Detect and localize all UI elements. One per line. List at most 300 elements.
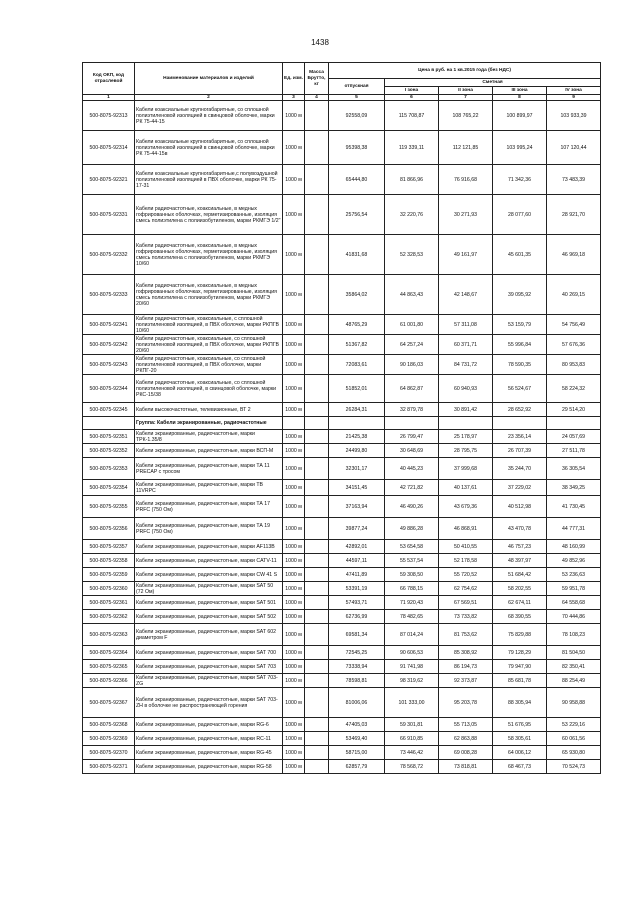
cell-name: Кабели экранированные, радиочастотные, марки CW 41 S	[135, 568, 283, 582]
cell-price-wholesale: 78598,81	[329, 674, 385, 688]
cell-price-zone-3: 64 006,12	[493, 746, 547, 760]
cell-price-zone-1: 53 654,58	[385, 540, 439, 554]
cell-name: Кабели радиочастотные, коаксиальные, со сплошной полиэтиленовой изоляцией, в ПВХ оболочке, марки РКПГВ 20/60	[135, 335, 283, 355]
cell-price-zone-3: 58 305,61	[493, 732, 547, 746]
cell-price-zone-4: 41 730,45	[547, 496, 601, 518]
cell-mass	[305, 760, 329, 774]
table-row	[83, 540, 601, 554]
cell-price-zone-2: 73 733,82	[439, 610, 493, 624]
cell-price-zone-3: 55 996,84	[493, 335, 547, 355]
cell-price-zone-3: 58 202,55	[493, 582, 547, 596]
cell-price-zone-4: 90 958,88	[547, 688, 601, 718]
cell-name: Кабели радиочастотные, коаксиальные, в медных гофрированных оболочках, герметизированные, изоляция смесь полиэтилена с полиизобутиленом, марки РКМГЭ 10/60	[135, 235, 283, 275]
cell-price-zone-1: 46 490,26	[385, 496, 439, 518]
cell-price-zone-2: 81 753,62	[439, 624, 493, 646]
cell-code: 500-8075-92314	[83, 131, 135, 165]
cell-price-zone-4: 70 524,73	[547, 760, 601, 774]
cell-code: 500-8075-92366	[83, 674, 135, 688]
col-number: 6	[385, 95, 439, 101]
cell-price-wholesale: 73338,94	[329, 660, 385, 674]
cell-name: Кабели экранированные, радиочастотные, марки SAT 502	[135, 610, 283, 624]
table-row	[83, 568, 601, 582]
cell-price-zone-2: 57 311,08	[439, 315, 493, 335]
table-row	[83, 582, 601, 596]
cell-mass	[305, 315, 329, 335]
cell-code: 500-8075-92343	[83, 355, 135, 375]
cell-price-zone-3: 88 305,94	[493, 688, 547, 718]
cell-price-zone-4: 27 511,78	[547, 444, 601, 458]
cell-price-zone-1: 59 308,50	[385, 568, 439, 582]
cell-price-zone-4: 65 930,80	[547, 746, 601, 760]
col-number: 5	[329, 95, 385, 101]
cell-price-wholesale: 51367,82	[329, 335, 385, 355]
cell-code: 500-8075-92368	[83, 718, 135, 732]
table-row	[83, 275, 601, 315]
header-unit: Ед. изм.	[283, 63, 305, 95]
cell-price-wholesale: 62857,79	[329, 760, 385, 774]
cell-price-zone-1: 40 445,23	[385, 458, 439, 480]
table-row	[83, 235, 601, 275]
table-row	[83, 403, 601, 417]
cell-price-wholesale: 32301,17	[329, 458, 385, 480]
cell-price-zone-3: 79 128,29	[493, 646, 547, 660]
cell-price-wholesale: 41831,68	[329, 235, 385, 275]
cell-price-zone-1: 87 014,24	[385, 624, 439, 646]
cell-price-zone-2: 55 720,52	[439, 568, 493, 582]
cell-unit: 1000 м	[283, 496, 305, 518]
cell-code: 500-8075-92359	[83, 568, 135, 582]
table-row	[83, 496, 601, 518]
cell-mass	[305, 746, 329, 760]
cell-price-wholesale: 72083,61	[329, 355, 385, 375]
cell-unit: 1000 м	[283, 444, 305, 458]
cell-mass	[305, 496, 329, 518]
cell-price-wholesale: 21425,38	[329, 430, 385, 444]
cell-mass	[305, 165, 329, 195]
header-zone-2: II зона	[439, 87, 493, 95]
table-row	[83, 101, 601, 131]
cell-price-zone-2: 73 818,81	[439, 760, 493, 774]
cell-name: Кабели экранированные, радиочастотные, марки RG-58	[135, 760, 283, 774]
cell-name: Кабели экранированные, радиочастотные, марки SAT 703	[135, 660, 283, 674]
cell-price-wholesale: 92558,09	[329, 101, 385, 131]
section-row	[83, 417, 601, 430]
cell-price-zone-4: 88 254,49	[547, 674, 601, 688]
cell-name: Кабели экранированные, радиочастотные, марки SAT 703-ZH в оболочке не распространяющей горения	[135, 688, 283, 718]
cell-price-zone-1: 115 708,87	[385, 101, 439, 131]
cell-price-zone-2: 43 679,36	[439, 496, 493, 518]
cell-price-zone-3: 51 684,42	[493, 568, 547, 582]
cell-price-wholesale: 53469,40	[329, 732, 385, 746]
cell-name: Кабели радиочастотные, коаксиальные, в медных гофрированных оболочках, герметизированные, изоляция смесь полиэтилена с полиизобутиленом, марки РКМГЭ 1/2"	[135, 195, 283, 235]
cell-price-zone-1: 101 333,00	[385, 688, 439, 718]
cell-unit: 1000 м	[283, 131, 305, 165]
cell-code: 500-8075-92352	[83, 444, 135, 458]
cell-price-zone-1: 66 910,85	[385, 732, 439, 746]
cell-unit: 1000 м	[283, 554, 305, 568]
cell-price-zone-1: 91 741,98	[385, 660, 439, 674]
cell-code: 500-8075-92371	[83, 760, 135, 774]
cell-price-wholesale: 81006,06	[329, 688, 385, 718]
cell-code: 500-8075-92355	[83, 496, 135, 518]
cell-mass	[305, 582, 329, 596]
cell-code: 500-8075-92345	[83, 403, 135, 417]
cell-name: Кабели экранированные, радиочастотные, марки RG-45	[135, 746, 283, 760]
header-name: Наименование материалов и изделий	[135, 63, 283, 95]
cell-price-wholesale: 34151,45	[329, 480, 385, 496]
table-row	[83, 518, 601, 540]
cell-price-zone-2: 25 178,97	[439, 430, 493, 444]
cell-mass	[305, 430, 329, 444]
cell-unit: 1000 м	[283, 540, 305, 554]
empty-cell	[283, 417, 305, 430]
cell-unit: 1000 м	[283, 582, 305, 596]
cell-code: 500-8075-92363	[83, 624, 135, 646]
cell-unit: 1000 м	[283, 165, 305, 195]
cell-price-zone-4: 53 229,16	[547, 718, 601, 732]
cell-price-zone-1: 55 537,54	[385, 554, 439, 568]
cell-price-zone-1: 78 482,65	[385, 610, 439, 624]
cell-price-zone-1: 90 606,53	[385, 646, 439, 660]
cell-unit: 1000 м	[283, 355, 305, 375]
cell-price-zone-3: 75 829,88	[493, 624, 547, 646]
cell-mass	[305, 624, 329, 646]
cell-price-zone-3: 78 590,35	[493, 355, 547, 375]
table-row	[83, 131, 601, 165]
empty-cell	[385, 417, 439, 430]
cell-name: Кабели экранированные, радиочастотные, марки ТА 17 PRFC (750 Ом)	[135, 496, 283, 518]
header-wholesale: отпускная	[329, 79, 385, 95]
cell-unit: 1000 м	[283, 674, 305, 688]
cell-price-zone-3: 46 757,23	[493, 540, 547, 554]
cell-name: Кабели радиочастотные, коаксиальные, со сплошной полиэтиленовой изоляцией, в ПВХ оболочке, марки РКПГ-20	[135, 355, 283, 375]
cell-price-zone-1: 49 886,28	[385, 518, 439, 540]
cell-price-zone-3: 26 707,39	[493, 444, 547, 458]
cell-price-zone-3: 62 674,11	[493, 596, 547, 610]
cell-price-zone-2: 86 194,73	[439, 660, 493, 674]
cell-price-zone-3: 48 397,97	[493, 554, 547, 568]
cell-mass	[305, 403, 329, 417]
cell-price-wholesale: 51852,01	[329, 375, 385, 403]
cell-price-zone-1: 42 721,82	[385, 480, 439, 496]
cell-code: 500-8075-92364	[83, 646, 135, 660]
cell-code: 500-8075-92369	[83, 732, 135, 746]
cell-code: 500-8075-92356	[83, 518, 135, 540]
cell-price-zone-1: 119 339,11	[385, 131, 439, 165]
cell-price-zone-2: 30 891,42	[439, 403, 493, 417]
cell-mass	[305, 610, 329, 624]
cell-name: Кабели радиочастотные, коаксиальные, с сплошной полиэтиленовой изоляцией, в ПВХ оболочке, марки РКПГВ 10/60	[135, 315, 283, 335]
cell-price-zone-1: 44 863,43	[385, 275, 439, 315]
cell-price-zone-4: 60 061,56	[547, 732, 601, 746]
cell-mass	[305, 568, 329, 582]
cell-mass	[305, 101, 329, 131]
price-table	[82, 62, 601, 774]
cell-price-zone-2: 42 148,67	[439, 275, 493, 315]
cell-name: Кабели экранированные, радиочастотные, марки AF113B	[135, 540, 283, 554]
cell-price-zone-3: 45 601,35	[493, 235, 547, 275]
cell-price-zone-2: 76 916,68	[439, 165, 493, 195]
cell-price-wholesale: 47411,89	[329, 568, 385, 582]
cell-price-zone-2: 60 371,71	[439, 335, 493, 355]
cell-code: 500-8075-92344	[83, 375, 135, 403]
cell-price-zone-2: 95 203,78	[439, 688, 493, 718]
cell-mass	[305, 480, 329, 496]
cell-unit: 1000 м	[283, 195, 305, 235]
cell-price-wholesale: 48765,29	[329, 315, 385, 335]
table-row	[83, 458, 601, 480]
table-row	[83, 660, 601, 674]
cell-unit: 1000 м	[283, 624, 305, 646]
cell-name: Кабели экранированные, радиочастотные, марки CATV-11	[135, 554, 283, 568]
cell-price-wholesale: 24499,80	[329, 444, 385, 458]
cell-price-zone-4: 70 444,86	[547, 610, 601, 624]
header-code: Код ОКП, код отраслевой	[83, 63, 135, 95]
cell-price-zone-4: 40 269,15	[547, 275, 601, 315]
cell-price-wholesale: 35864,02	[329, 275, 385, 315]
cell-price-zone-3: 79 947,90	[493, 660, 547, 674]
cell-code: 500-8075-92360	[83, 582, 135, 596]
cell-price-wholesale: 26284,31	[329, 403, 385, 417]
cell-price-zone-2: 92 373,87	[439, 674, 493, 688]
cell-price-zone-4: 24 057,69	[547, 430, 601, 444]
cell-name: Кабели экранированные, радиочастотные, марки SAT 50 (72 Ом)	[135, 582, 283, 596]
cell-price-zone-3: 28 652,92	[493, 403, 547, 417]
cell-mass	[305, 335, 329, 355]
cell-mass	[305, 660, 329, 674]
cell-price-zone-4: 64 558,68	[547, 596, 601, 610]
cell-unit: 1000 м	[283, 732, 305, 746]
cell-price-zone-2: 112 121,85	[439, 131, 493, 165]
cell-name: Кабели экранированные, радиочастотные, марки ТА 19 PRFC (750 Ом)	[135, 518, 283, 540]
cell-code: 500-8075-92354	[83, 480, 135, 496]
cell-price-zone-3: 40 512,98	[493, 496, 547, 518]
cell-code: 500-8075-92362	[83, 610, 135, 624]
cell-price-wholesale: 44597,11	[329, 554, 385, 568]
cell-price-zone-2: 30 271,93	[439, 195, 493, 235]
header-zone-4: IV зона	[547, 87, 601, 95]
cell-price-zone-1: 90 186,03	[385, 355, 439, 375]
cell-unit: 1000 м	[283, 235, 305, 275]
cell-price-zone-1: 73 446,42	[385, 746, 439, 760]
cell-price-zone-3: 35 244,70	[493, 458, 547, 480]
table-row	[83, 165, 601, 195]
empty-cell	[329, 417, 385, 430]
cell-unit: 1000 м	[283, 275, 305, 315]
cell-price-zone-4: 80 953,83	[547, 355, 601, 375]
cell-name: Кабели экранированные, радиочастотные, марки ТРК-1.35/8	[135, 430, 283, 444]
table-row	[83, 646, 601, 660]
table-row	[83, 596, 601, 610]
cell-price-wholesale: 62736,99	[329, 610, 385, 624]
cell-mass	[305, 275, 329, 315]
cell-price-zone-4: 59 951,78	[547, 582, 601, 596]
cell-name: Кабели экранированные, радиочастотные, марки SAT 700	[135, 646, 283, 660]
cell-price-wholesale: 47405,03	[329, 718, 385, 732]
cell-mass	[305, 518, 329, 540]
cell-price-zone-4: 44 777,31	[547, 518, 601, 540]
cell-unit: 1000 м	[283, 660, 305, 674]
cell-price-zone-1: 71 920,43	[385, 596, 439, 610]
cell-price-zone-1: 61 001,80	[385, 315, 439, 335]
cell-price-zone-1: 59 301,81	[385, 718, 439, 732]
table-row	[83, 355, 601, 375]
cell-price-zone-3: 28 077,60	[493, 195, 547, 235]
cell-price-zone-2: 52 178,58	[439, 554, 493, 568]
table-row	[83, 760, 601, 774]
section-title: Группа: Кабели экранированные, радиочастотные	[135, 417, 283, 430]
cell-code: 500-8075-92358	[83, 554, 135, 568]
cell-code: 500-8075-92353	[83, 458, 135, 480]
cell-unit: 1000 м	[283, 335, 305, 355]
cell-mass	[305, 195, 329, 235]
cell-price-zone-4: 82 350,41	[547, 660, 601, 674]
cell-price-zone-2: 49 161,97	[439, 235, 493, 275]
cell-code: 500-8075-92357	[83, 540, 135, 554]
cell-mass	[305, 688, 329, 718]
cell-price-zone-2: 69 008,28	[439, 746, 493, 760]
header-mass: Масса Брутто, кг	[305, 63, 329, 95]
cell-mass	[305, 458, 329, 480]
cell-price-zone-4: 46 969,18	[547, 235, 601, 275]
cell-price-zone-1: 26 799,47	[385, 430, 439, 444]
cell-name: Кабели коаксиальные крупногабаритные, со сплошной полиэтиленовой изоляцией в свинцовой оболочке, марки РК 75-44-15	[135, 101, 283, 131]
cell-name: Кабели коаксиальные крупногабаритные,с полувоздушной полиэтиленовой изоляцией в ПВХ оболочке, марки РК 75-17-31	[135, 165, 283, 195]
cell-price-zone-3: 37 229,02	[493, 480, 547, 496]
cell-price-wholesale: 39877,24	[329, 518, 385, 540]
table-row	[83, 718, 601, 732]
cell-unit: 1000 м	[283, 760, 305, 774]
cell-unit: 1000 м	[283, 610, 305, 624]
cell-price-zone-3: 39 095,92	[493, 275, 547, 315]
cell-unit: 1000 м	[283, 746, 305, 760]
cell-price-zone-4: 81 504,50	[547, 646, 601, 660]
cell-unit: 1000 м	[283, 480, 305, 496]
cell-name: Кабели радиочастотные, коаксиальные, со сплошной полиэтиленовой изоляцией, в свинцовой оболочке, марки РКС-15/38	[135, 375, 283, 403]
cell-code: 500-8075-92365	[83, 660, 135, 674]
cell-price-zone-2: 60 940,93	[439, 375, 493, 403]
cell-code: 500-8075-92331	[83, 195, 135, 235]
cell-mass	[305, 375, 329, 403]
cell-unit: 1000 м	[283, 375, 305, 403]
cell-price-zone-4: 54 756,49	[547, 315, 601, 335]
cell-price-wholesale: 57493,71	[329, 596, 385, 610]
header-zone-3: III зона	[493, 87, 547, 95]
cell-price-zone-4: 38 349,25	[547, 480, 601, 496]
cell-price-zone-4: 29 514,20	[547, 403, 601, 417]
empty-cell	[305, 417, 329, 430]
cell-price-zone-3: 56 524,67	[493, 375, 547, 403]
table-row	[83, 674, 601, 688]
cell-name: Кабели радиочастотные, коаксиальные, в медных гофрированных оболочках, герметизированные, изоляция смесь полиэтилена с полиизобутиленом, марки РКМГЭ 20/60	[135, 275, 283, 315]
cell-price-zone-4: 57 676,36	[547, 335, 601, 355]
cell-price-zone-2: 46 868,91	[439, 518, 493, 540]
cell-price-zone-4: 48 160,99	[547, 540, 601, 554]
header-price-title: Цена в руб. на 1 кв.2015 года (без НДС)	[329, 63, 601, 79]
cell-name: Кабели экранированные, радиочастотные, марки SAT 602 диаметром F	[135, 624, 283, 646]
cell-price-zone-4: 103 933,39	[547, 101, 601, 131]
cell-unit: 1000 м	[283, 458, 305, 480]
cell-mass	[305, 444, 329, 458]
cell-unit: 1000 м	[283, 101, 305, 131]
cell-unit: 1000 м	[283, 688, 305, 718]
cell-price-zone-1: 66 788,15	[385, 582, 439, 596]
empty-cell	[439, 417, 493, 430]
cell-price-zone-2: 28 795,75	[439, 444, 493, 458]
cell-code: 500-8075-92361	[83, 596, 135, 610]
cell-price-zone-1: 64 257,24	[385, 335, 439, 355]
cell-price-wholesale: 53391,19	[329, 582, 385, 596]
cell-price-zone-2: 37 999,68	[439, 458, 493, 480]
col-number: 1	[83, 95, 135, 101]
table-row	[83, 444, 601, 458]
cell-price-wholesale: 25756,54	[329, 195, 385, 235]
cell-price-zone-4: 53 236,63	[547, 568, 601, 582]
table-row	[83, 195, 601, 235]
cell-name: Кабели экранированные, радиочастотные, марки ВСП-М	[135, 444, 283, 458]
cell-name: Кабели экранированные, радиочастотные, марки RC-11	[135, 732, 283, 746]
cell-name: Кабели высокочастотные, телевизионные, ВТ 2	[135, 403, 283, 417]
cell-price-zone-3: 68 390,55	[493, 610, 547, 624]
cell-code	[83, 417, 135, 430]
col-number: 3	[283, 95, 305, 101]
cell-price-zone-1: 30 648,69	[385, 444, 439, 458]
cell-code: 500-8075-92370	[83, 746, 135, 760]
cell-price-zone-2: 108 765,22	[439, 101, 493, 131]
col-number: 4	[305, 95, 329, 101]
cell-price-zone-1: 32 220,76	[385, 195, 439, 235]
cell-price-zone-1: 98 319,62	[385, 674, 439, 688]
cell-price-zone-2: 62 754,62	[439, 582, 493, 596]
cell-price-zone-1: 64 862,87	[385, 375, 439, 403]
cell-price-zone-3: 85 681,78	[493, 674, 547, 688]
cell-price-zone-3: 103 995,24	[493, 131, 547, 165]
col-number: 2	[135, 95, 283, 101]
cell-mass	[305, 355, 329, 375]
cell-name: Кабели экранированные, радиочастотные, марки SAT 703-ZG	[135, 674, 283, 688]
table-row	[83, 430, 601, 444]
table-body	[83, 101, 601, 774]
cell-price-wholesale: 37163,94	[329, 496, 385, 518]
cell-price-zone-4: 36 305,54	[547, 458, 601, 480]
cell-code: 500-8075-92321	[83, 165, 135, 195]
table-row	[83, 688, 601, 718]
empty-cell	[493, 417, 547, 430]
cell-mass	[305, 554, 329, 568]
cell-unit: 1000 м	[283, 403, 305, 417]
cell-price-wholesale: 42892,01	[329, 540, 385, 554]
cell-unit: 1000 м	[283, 568, 305, 582]
cell-name: Кабели экранированные, радиочастотные, марки RG-6	[135, 718, 283, 732]
header-estimate: Сметная	[385, 79, 601, 87]
cell-code: 500-8075-92367	[83, 688, 135, 718]
cell-unit: 1000 м	[283, 596, 305, 610]
cell-mass	[305, 732, 329, 746]
cell-name: Кабели экранированные, радиочастотные, марки SAT 501	[135, 596, 283, 610]
empty-cell	[547, 417, 601, 430]
cell-price-zone-2: 55 713,05	[439, 718, 493, 732]
table-row	[83, 732, 601, 746]
cell-unit: 1000 м	[283, 518, 305, 540]
cell-price-zone-4: 49 852,96	[547, 554, 601, 568]
cell-price-zone-3: 43 470,78	[493, 518, 547, 540]
cell-price-zone-2: 84 731,72	[439, 355, 493, 375]
cell-price-zone-1: 78 568,72	[385, 760, 439, 774]
cell-price-zone-3: 51 676,95	[493, 718, 547, 732]
cell-price-zone-3: 23 356,14	[493, 430, 547, 444]
cell-mass	[305, 235, 329, 275]
cell-code: 500-8075-92332	[83, 235, 135, 275]
